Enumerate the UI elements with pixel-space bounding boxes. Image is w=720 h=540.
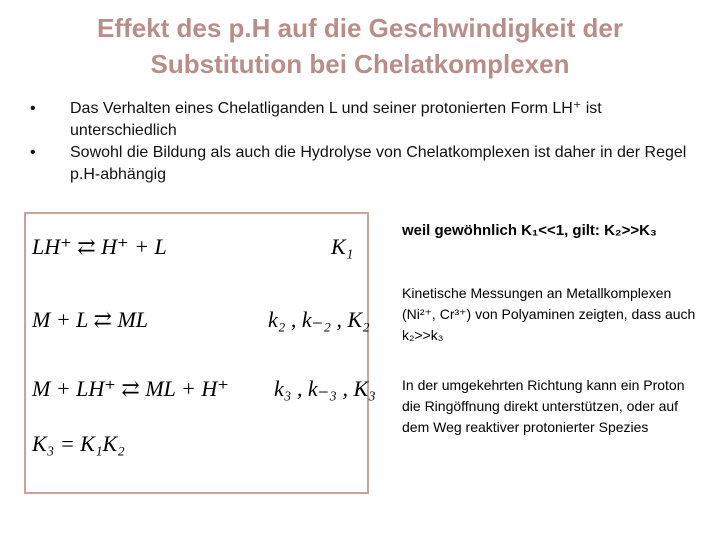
equation-2-constants: k₂ , k₋₂ , K₂ — [268, 307, 370, 332]
bullet-item-1 — [30, 98, 700, 142]
note-1: weil gewöhnlich K₁<<1, gilt: K₂>>K₃ — [402, 222, 657, 239]
slide-title — [40, 10, 680, 82]
bullet-text-2: Sowohl die Bildung als auch die Hydrolyse von Chelatkomplexen ist daher in der Regel p.H-abhängig — [70, 144, 687, 183]
note-3: In der umgekehrten Richtung kann ein Proton die Ringöffnung direkt unterstützen, oder auf dem Weg reaktiver protonierter Spezies — [402, 377, 685, 435]
note-2: Kinetische Messungen an Metallkomplexen (Ni²⁺, Cr³⁺) von Polyaminen zeigten, dass auch k₂>>k₃ — [402, 285, 696, 343]
equation-1-constant: K₁ — [331, 234, 354, 259]
title-line-1: Effekt des p.H auf die Geschwindigkeit der — [97, 13, 623, 43]
bullet-list — [30, 98, 700, 186]
equation-1: LH⁺ ⇄ H⁺ + L — [32, 234, 167, 259]
title-line-2: Substitution bei Chelatkomplexen — [150, 49, 570, 79]
equation-3-constants: k₃ , k₋₃ , K₃ — [274, 376, 376, 401]
bullet-dot: • — [30, 144, 36, 161]
bullet-item-2 — [30, 142, 700, 186]
equation-2: M + L ⇄ ML — [32, 307, 149, 332]
equation-box — [24, 212, 376, 494]
equation-3: M + LH⁺ ⇄ ML + H⁺ — [32, 376, 229, 401]
bullet-dot: • — [30, 100, 36, 117]
bullet-text-1: Das Verhalten eines Chelatliganden L und seiner protonierten Form LH⁺ ist unterschiedlich — [70, 100, 602, 139]
equation-4: K₃ = K₁K₂ — [32, 431, 125, 456]
